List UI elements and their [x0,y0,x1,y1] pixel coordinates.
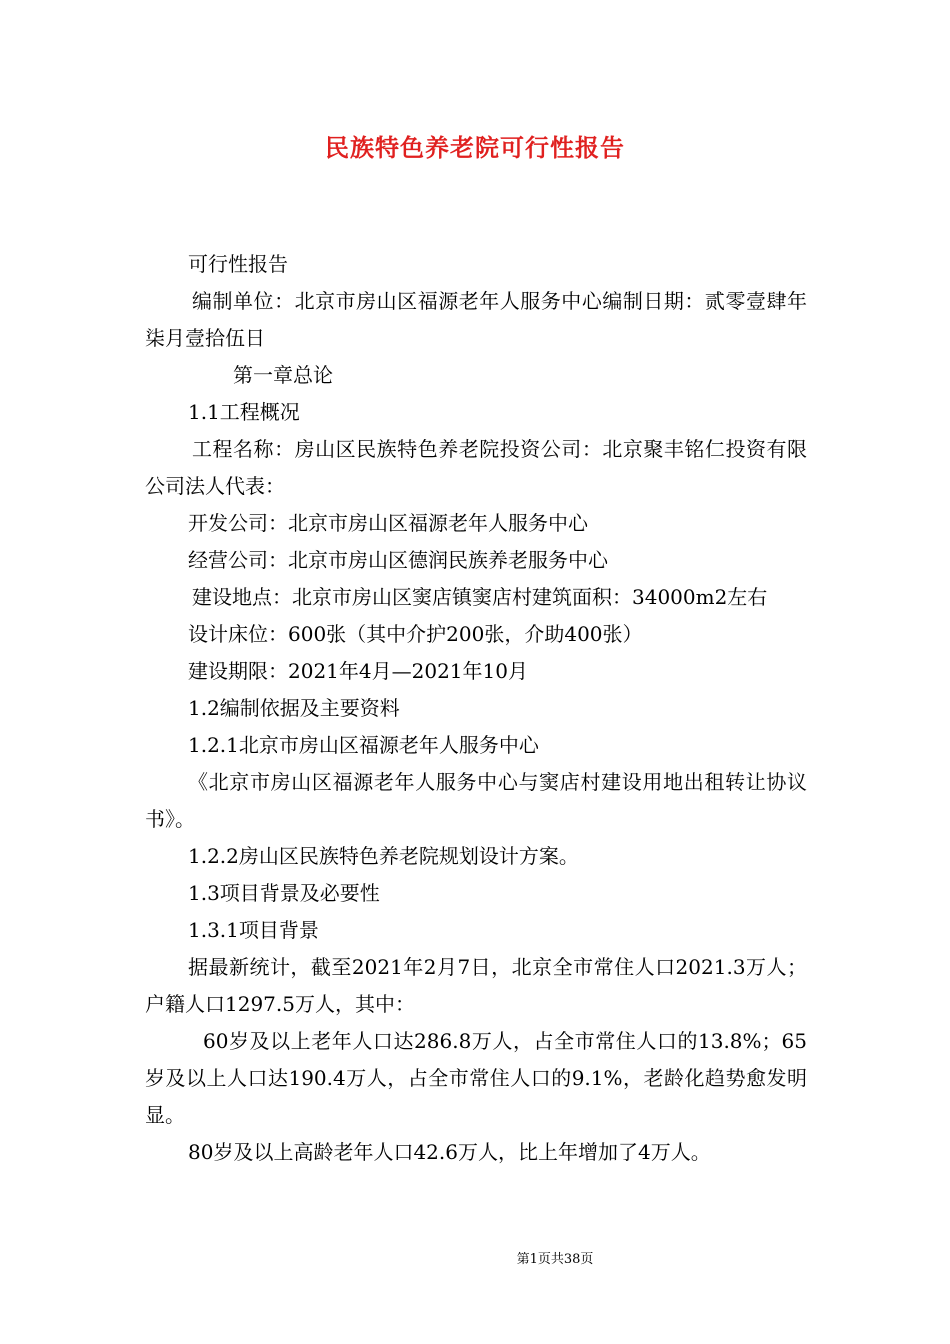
section-heading-1-2-2: 1.2.2房山区民族特色养老院规划设计方案。 [188,844,579,868]
paragraph-location: 建设地点：北京市房山区窦店镇窦店村建筑面积：34000m2左右 [192,585,768,609]
section-heading-1-1: 1.1工程概况 [188,400,300,424]
section-heading-1-2-1: 1.2.1北京市房山区福源老年人服务中心 [188,733,539,757]
paragraph-developer: 开发公司：北京市房山区福源老年人服务中心 [188,511,588,535]
section-heading-1-3: 1.3项目背景及必要性 [188,881,380,905]
paragraph-operator: 经营公司：北京市房山区德润民族养老服务中心 [188,548,608,572]
paragraph-project-name: 工程名称：房山区民族特色养老院投资公司：北京聚丰铭仁投资有限公司法人代表： [145,437,807,498]
chapter-heading: 第一章总论 [233,363,333,387]
page-footer: 第1页共38页 [516,1252,594,1267]
paragraph-beds: 设计床位：600张（其中介护200张，介助400张） [188,622,643,646]
paragraph-elderly-stats: 60岁及以上老年人口达286.8万人，占全市常住人口的13.8%；65岁及以上人口达190.4万人，占全市常住人口的9.1%，老龄化趋势愈发明显。 [145,1029,807,1127]
paragraph-population: 据最新统计，截至2021年2月7日，北京全市常住人口2021.3万人；户籍人口1297.5万人，其中： [145,955,807,1016]
section-heading-1-3-1: 1.3.1项目背景 [188,918,319,942]
paragraph-report-label: 可行性报告 [188,252,288,276]
paragraph-aged-80: 80岁及以上高龄老年人口42.6万人，比上年增加了4万人。 [188,1140,711,1164]
section-heading-1-2: 1.2编制依据及主要资料 [188,696,400,720]
document-body [145,246,807,1171]
paragraph-compiler: 编制单位：北京市房山区福源老年人服务中心编制日期：贰零壹肆年柒月壹拾伍日 [145,289,807,350]
document-title: 民族特色养老院可行性报告 [325,133,625,162]
paragraph-agreement: 《北京市房山区福源老年人服务中心与窦店村建设用地出租转让协议书》。 [145,770,807,831]
paragraph-period: 建设期限：2021年4月—2021年10月 [188,659,528,683]
